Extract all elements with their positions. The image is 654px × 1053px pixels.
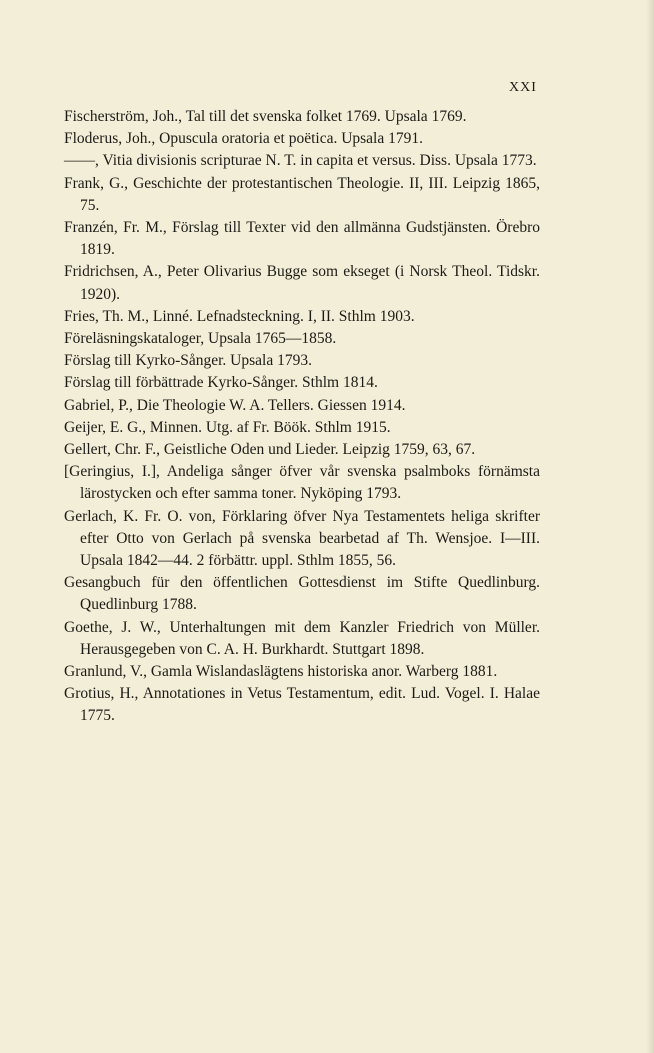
bibliography-entry: Floderus, Joh., Opuscula oratoria et poëtica. Upsala 1791. [64,130,423,148]
bibliography-entry: Frank, G., Geschichte der protestantischen Theologie. II, III. Leipzig 1865, 75. [64,174,540,214]
bibliography-entry: Fischerström, Joh., Tal till det svenska folket 1769. Upsala 1769. [64,108,467,125]
bibliography-entry: Goethe, J. W., Unterhaltungen mit dem Kanzler Friedrich von Müller. Herausgegeben von C. A. H. Burkhardt. Stuttgart 1898. [64,618,540,658]
bibliography-entry: Geijer, E. G., Minnen. Utg. af Fr. Böök. Sthlm 1915. [64,418,391,436]
bibliography-entry: Föreläsningskataloger, Upsala 1765—1858. [64,330,337,348]
bibliography-entry: Förslag till Kyrko-Sånger. Upsala 1793. [64,352,312,370]
page-edge [646,0,654,1053]
bibliography-entry: Grotius, H., Annotationes in Vetus Testamentum, edit. Lud. Vogel. I. Halae 1775. [64,685,540,725]
bibliography-entry: Fridrichsen, A., Peter Olivarius Bugge som ekseget (i Norsk Theol. Tidskr. 1920). [64,263,540,303]
bibliography-entry: [Geringius, I.], Andeliga sånger öfver vår svenska psalmboks förnämsta lärostycken och efter samma toner. Nyköping 1793. [64,463,540,503]
bibliography-entry: ——, Vitia divisionis scripturae N. T. in capita et versus. Diss. Upsala 1773. [64,152,537,170]
page-number: XXI [509,80,537,95]
bibliography-entry: Gerlach, K. Fr. O. von, Förklaring öfver Nya Testamentets heliga skrifter efter Otto von Gerlach på svenska bearbetad af Th. Wensjoe. I—III. Upsala 1842—44. 2 förbättr. uppl. Sthlm 1855, 56. [64,507,540,570]
bibliography-entry: Gabriel, P., Die Theologie W. A. Tellers. Giessen 1914. [64,396,406,414]
bibliography-entry: Gellert, Chr. F., Geistliche Oden und Lieder. Leipzig 1759, 63, 67. [64,441,476,459]
bibliography-entry: Förslag till förbättrade Kyrko-Sånger. Sthlm 1814. [64,374,378,392]
bibliography-entry: Gesangbuch für den öffentlichen Gottesdienst im Stifte Quedlinburg. Quedlinburg 1788. [64,574,540,614]
bibliography-entry: Fries, Th. M., Linné. Lefnadsteckning. I, II. Sthlm 1903. [64,307,415,325]
bibliography-entry: Franzén, Fr. M., Förslag till Texter vid den allmänna Gudstjänsten. Örebro 1819. [64,219,540,259]
bibliography-entry: Granlund, V., Gamla Wislandaslägtens historiska anor. Warberg 1881. [64,663,498,681]
bibliography-list [64,106,540,728]
